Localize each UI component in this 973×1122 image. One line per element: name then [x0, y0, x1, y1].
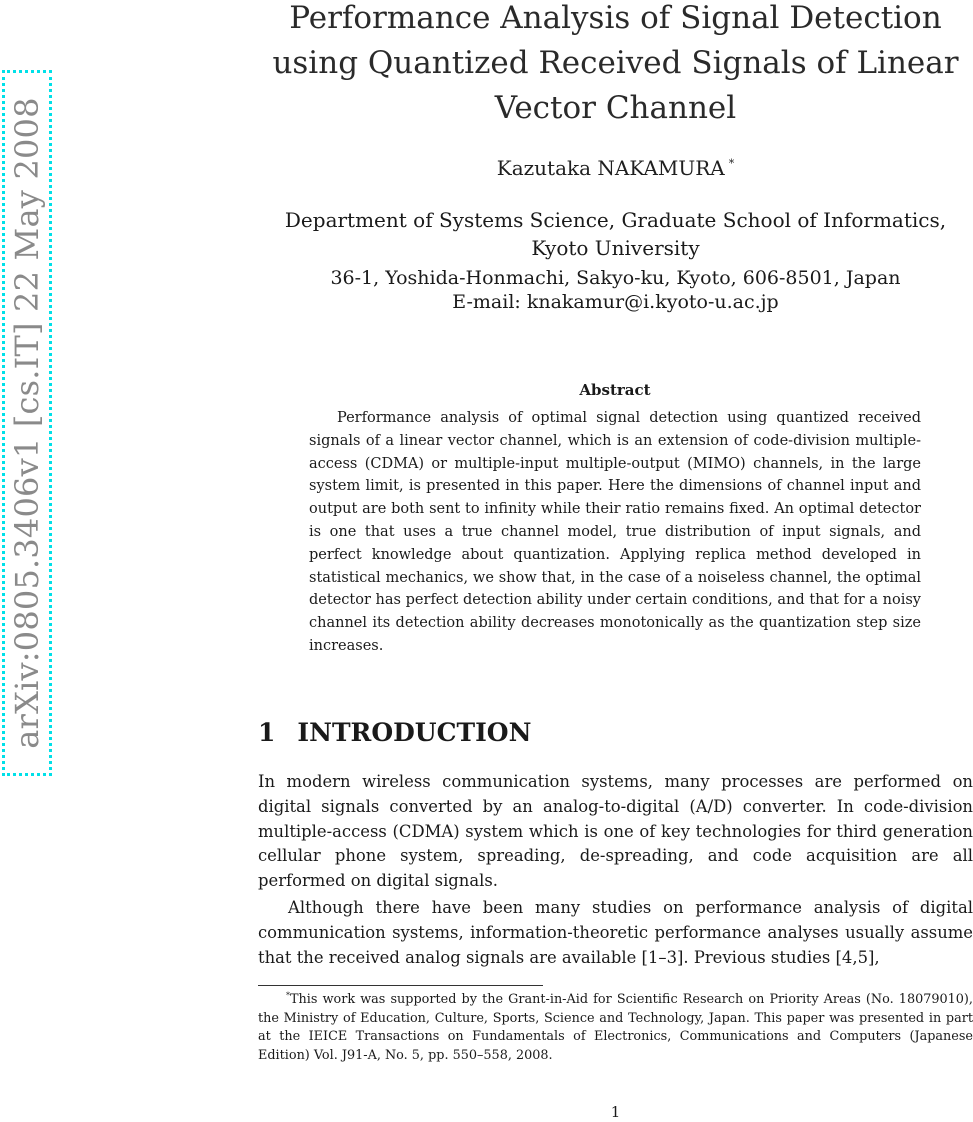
address-block — [258, 266, 973, 314]
section-title: INTRODUCTION — [297, 718, 532, 747]
affiliation: Department of Systems Science, Graduate School of Informatics, Kyoto University — [284, 208, 947, 260]
abstract-text: Performance analysis of optimal signal detection using quantized received signals of a linear vector channel, which is an extension of code-division multiple-access (CDMA) or multiple-input multiple-output (MIMO) channels, in the large system limit, is presented in this paper. Here the dimensions of channel input and output are both sent to infinity while their ratio remains fixed. An optimal detector is one that uses a true channel model, true distribution of input signals, and perfect knowledge about quantization. Applying replica method developed in statistical mechanics, we show that, in the case of a noiseless channel, the optimal detector has perfect detection ability under certain conditions, and that for a noisy channel its detection ability decreases monotonically as the quantization step size increases. — [309, 410, 921, 654]
intro-paragraph-2: Although there have been many studies on performance analysis of digital communication systems, information-theoretic performance analyses usually assume that the received analog signals are available [1–3]. Previous studies [4,5], — [258, 898, 973, 967]
author-line — [258, 156, 973, 180]
arxiv-stamp-text: arXiv:0805.3406v1 [cs.IT] 22 May 2008 — [8, 97, 46, 749]
postal-address: 36-1, Yoshida-Honmachi, Sakyo-ku, Kyoto, 606-8501, Japan — [330, 267, 901, 289]
footnote — [258, 987, 973, 1065]
paper-title: Performance Analysis of Signal Detection using Quantized Received Signals of Linear Vector Channel — [272, 0, 959, 126]
footnote-mark: * — [286, 991, 290, 1000]
page-number: 1 — [610, 1103, 621, 1121]
intro-paragraph-1: In modern wireless communication systems, many processes are performed on digital signals converted by an analog-to-digital (A/D) converter. In code-division multiple-access (CDMA) system which is one of key technologies for third generation cellular phone system, spreading, de-spreading, and code acquisition are all performed on digital signals. — [258, 772, 973, 891]
email-line: E-mail: knakamur@i.kyoto-u.ac.jp — [452, 291, 779, 313]
section-heading — [258, 718, 553, 747]
arxiv-stamp — [2, 70, 52, 776]
footnote-text: This work was supported by the Grant-in-Aid for Scientific Research on Priority Areas (No. 18079010), the Ministry of Education, Culture, Sports, Science and Technology, Japan. This paper was presented in part at the IEICE Transactions on Fundamentals of Electronics, Communications and Computers (Japanese Edition) Vol. J91-A, No. 5, pp. 550–558, 2008. — [258, 992, 973, 1063]
author-name: Kazutaka NAKAMURA — [496, 156, 725, 180]
footnote-rule — [258, 985, 543, 986]
abstract-heading: Abstract — [579, 381, 651, 399]
section-number: 1 — [258, 718, 276, 747]
author-footnote-mark: * — [728, 157, 735, 170]
